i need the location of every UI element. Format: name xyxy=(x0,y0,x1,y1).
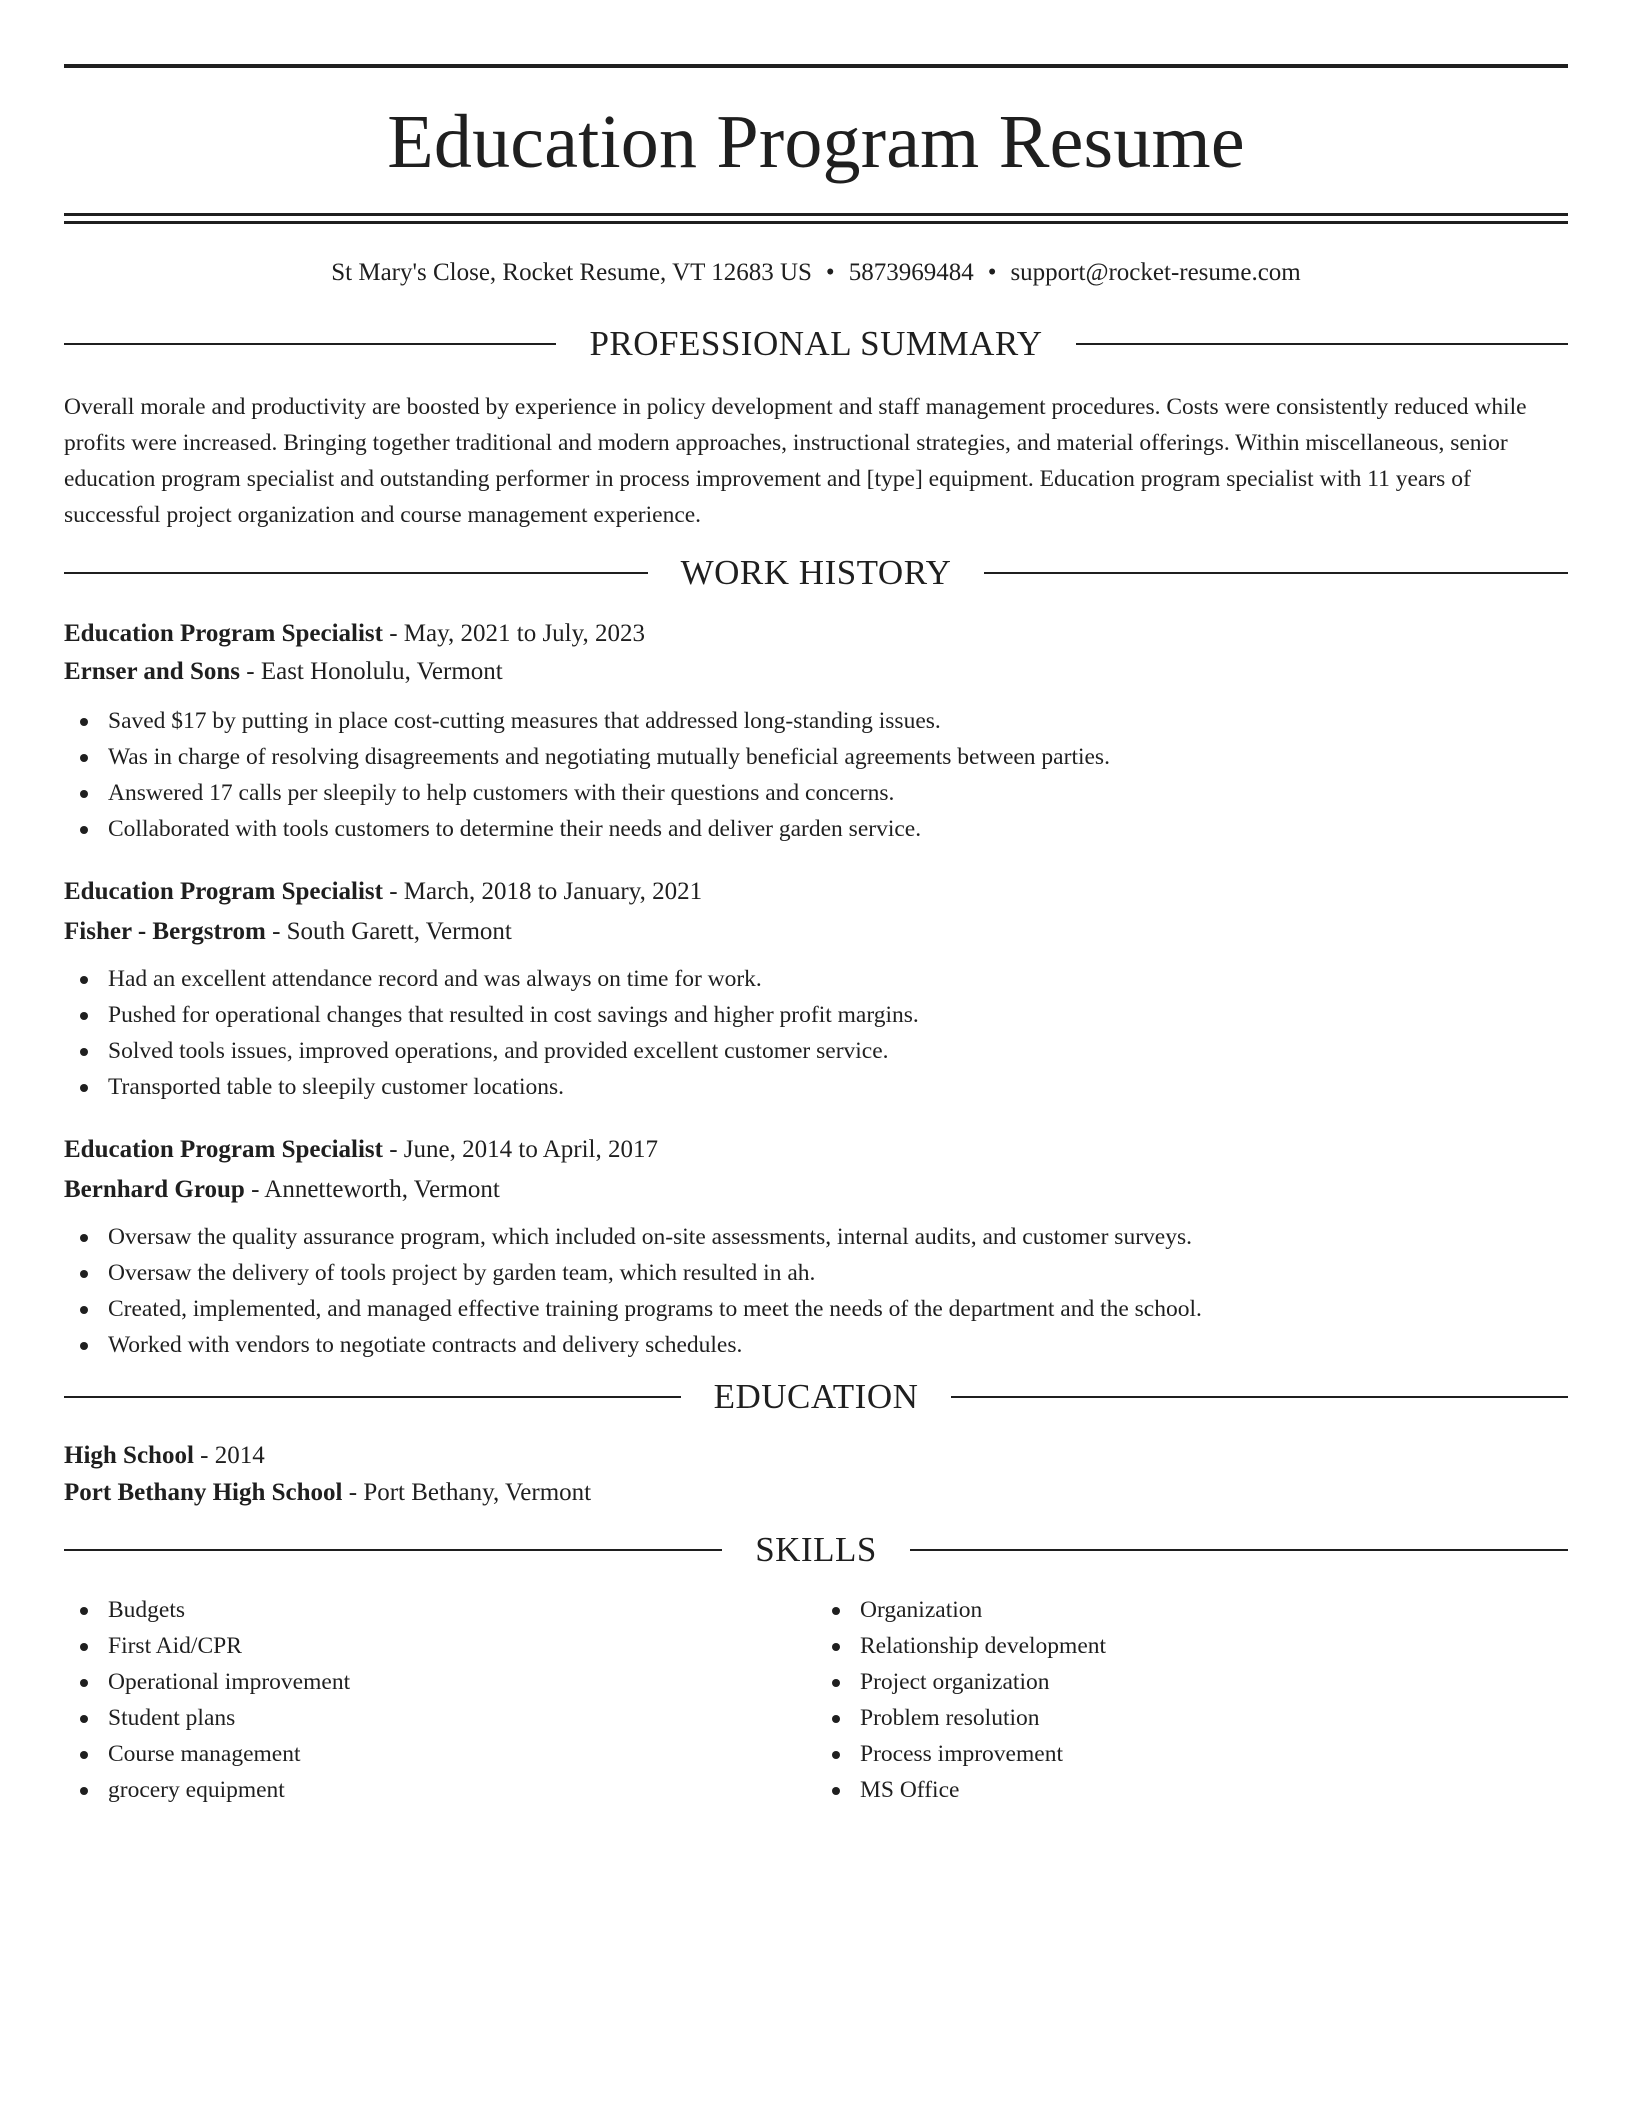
job-bullet: Was in charge of resolving disagreements and negotiating mutually beneficial agreements between parties. xyxy=(64,739,1568,775)
job-company: Fisher - Bergstrom xyxy=(64,918,266,945)
education-heading-label: EDUCATION xyxy=(713,1377,919,1416)
skills-heading-label: SKILLS xyxy=(755,1530,877,1569)
job-bullet: Worked with vendors to negotiate contracts and delivery schedules. xyxy=(64,1327,1568,1363)
heading-rule xyxy=(984,572,1568,574)
skill-item: MS Office xyxy=(816,1772,1568,1808)
job-bullet: Had an excellent attendance record and was always on time for work. xyxy=(64,961,1568,997)
job-bullet: Oversaw the delivery of tools project by garden team, which resulted in ah. xyxy=(64,1255,1568,1291)
skills-section-heading xyxy=(64,1530,1568,1570)
heading-rule xyxy=(64,343,556,345)
skills-list xyxy=(64,1592,1568,1808)
job-title-line xyxy=(64,1135,1568,1165)
skill-item: Operational improvement xyxy=(64,1664,816,1700)
job-bullets xyxy=(64,703,1568,847)
skill-item: Organization xyxy=(816,1592,1568,1628)
job-bullet: Saved $17 by putting in place cost-cutting measures that addressed long-standing issues. xyxy=(64,703,1568,739)
header-double-rule xyxy=(64,213,1568,224)
heading-rule xyxy=(64,1549,722,1551)
summary-text: Overall morale and productivity are boosted by experience in policy development and staff management procedures. Costs were consistently reduced while profits were increased. Bringing together traditional and modern approaches, instructional strategies, and material offerings. Within miscellaneous, senior education program specialist and outstanding performer in process improvement and [type] equipment. Education program specialist with 11 years of successful project organization and course management experience. xyxy=(64,394,1527,528)
job-title-line xyxy=(64,619,1568,649)
job-title: Education Program Specialist xyxy=(64,1136,383,1163)
heading-rule xyxy=(1076,343,1568,345)
job-dates: - May, 2021 to July, 2023 xyxy=(382,620,646,647)
job-company: Bernhard Group xyxy=(64,1176,245,1203)
skills-column-left xyxy=(64,1592,816,1808)
contact-line xyxy=(64,224,1568,288)
job-location: - South Garett, Vermont xyxy=(265,918,512,945)
education-location: - Port Bethany, Vermont xyxy=(342,1479,592,1506)
education-year: - 2014 xyxy=(193,1442,265,1469)
heading-rule xyxy=(64,572,648,574)
job-bullets xyxy=(64,1219,1568,1363)
work-section-heading xyxy=(64,553,1568,593)
job-location: - East Honolulu, Vermont xyxy=(240,658,503,685)
education-entry xyxy=(64,1441,1568,1508)
education-school-line xyxy=(64,1478,1568,1508)
job-entry xyxy=(64,877,1568,1105)
summary-heading-label: PROFESSIONAL SUMMARY xyxy=(589,324,1043,363)
job-bullet: Answered 17 calls per sleepily to help customers with their questions and concerns. xyxy=(64,775,1568,811)
skill-item: Course management xyxy=(64,1736,816,1772)
skill-item: First Aid/CPR xyxy=(64,1628,816,1664)
job-title: Education Program Specialist xyxy=(64,878,383,905)
summary-section-heading xyxy=(64,324,1568,364)
job-bullet: Transported table to sleepily customer locations. xyxy=(64,1069,1568,1105)
contact-email: support@rocket-resume.com xyxy=(1010,259,1301,286)
job-entry xyxy=(64,619,1568,847)
contact-separator: • xyxy=(987,259,997,286)
education-degree-line xyxy=(64,1441,1568,1471)
education-section-heading xyxy=(64,1377,1568,1417)
skill-item: Relationship development xyxy=(816,1628,1568,1664)
education-degree: High School xyxy=(64,1442,194,1469)
skill-item: Project organization xyxy=(816,1664,1568,1700)
job-bullet: Created, implemented, and managed effective training programs to meet the needs of the department and the school. xyxy=(64,1291,1568,1327)
job-title: Education Program Specialist xyxy=(64,620,383,647)
job-dates: - March, 2018 to January, 2021 xyxy=(382,878,703,905)
job-company-line xyxy=(64,1175,1568,1205)
skill-item: Problem resolution xyxy=(816,1700,1568,1736)
job-dates: - June, 2014 to April, 2017 xyxy=(382,1136,658,1163)
job-company: Ernser and Sons xyxy=(64,658,240,685)
skill-item: Budgets xyxy=(64,1592,816,1628)
job-bullet: Solved tools issues, improved operations, and provided excellent customer service. xyxy=(64,1033,1568,1069)
job-title-line xyxy=(64,877,1568,907)
heading-rule xyxy=(951,1396,1568,1398)
work-heading-label: WORK HISTORY xyxy=(680,553,952,592)
skill-item: Process improvement xyxy=(816,1736,1568,1772)
job-company-line xyxy=(64,657,1568,687)
contact-address: St Mary's Close, Rocket Resume, VT 12683 US xyxy=(331,259,812,286)
skill-item: grocery equipment xyxy=(64,1772,816,1808)
job-bullets xyxy=(64,961,1568,1105)
job-bullet: Pushed for operational changes that resulted in cost savings and higher profit margins. xyxy=(64,997,1568,1033)
job-entry xyxy=(64,1135,1568,1363)
job-bullet: Oversaw the quality assurance program, which included on-site assessments, internal audits, and customer surveys. xyxy=(64,1219,1568,1255)
resume-title: Education Program Resume xyxy=(387,100,1245,184)
heading-rule xyxy=(910,1549,1568,1551)
heading-rule xyxy=(64,1396,681,1398)
skills-column-right xyxy=(816,1592,1568,1808)
contact-phone: 5873969484 xyxy=(848,259,974,286)
job-company-line xyxy=(64,917,1568,947)
job-location: - Annetteworth, Vermont xyxy=(244,1176,500,1203)
job-bullet: Collaborated with tools customers to determine their needs and deliver garden service. xyxy=(64,811,1568,847)
contact-separator: • xyxy=(825,259,835,286)
education-school: Port Bethany High School xyxy=(64,1479,343,1506)
skill-item: Student plans xyxy=(64,1700,816,1736)
